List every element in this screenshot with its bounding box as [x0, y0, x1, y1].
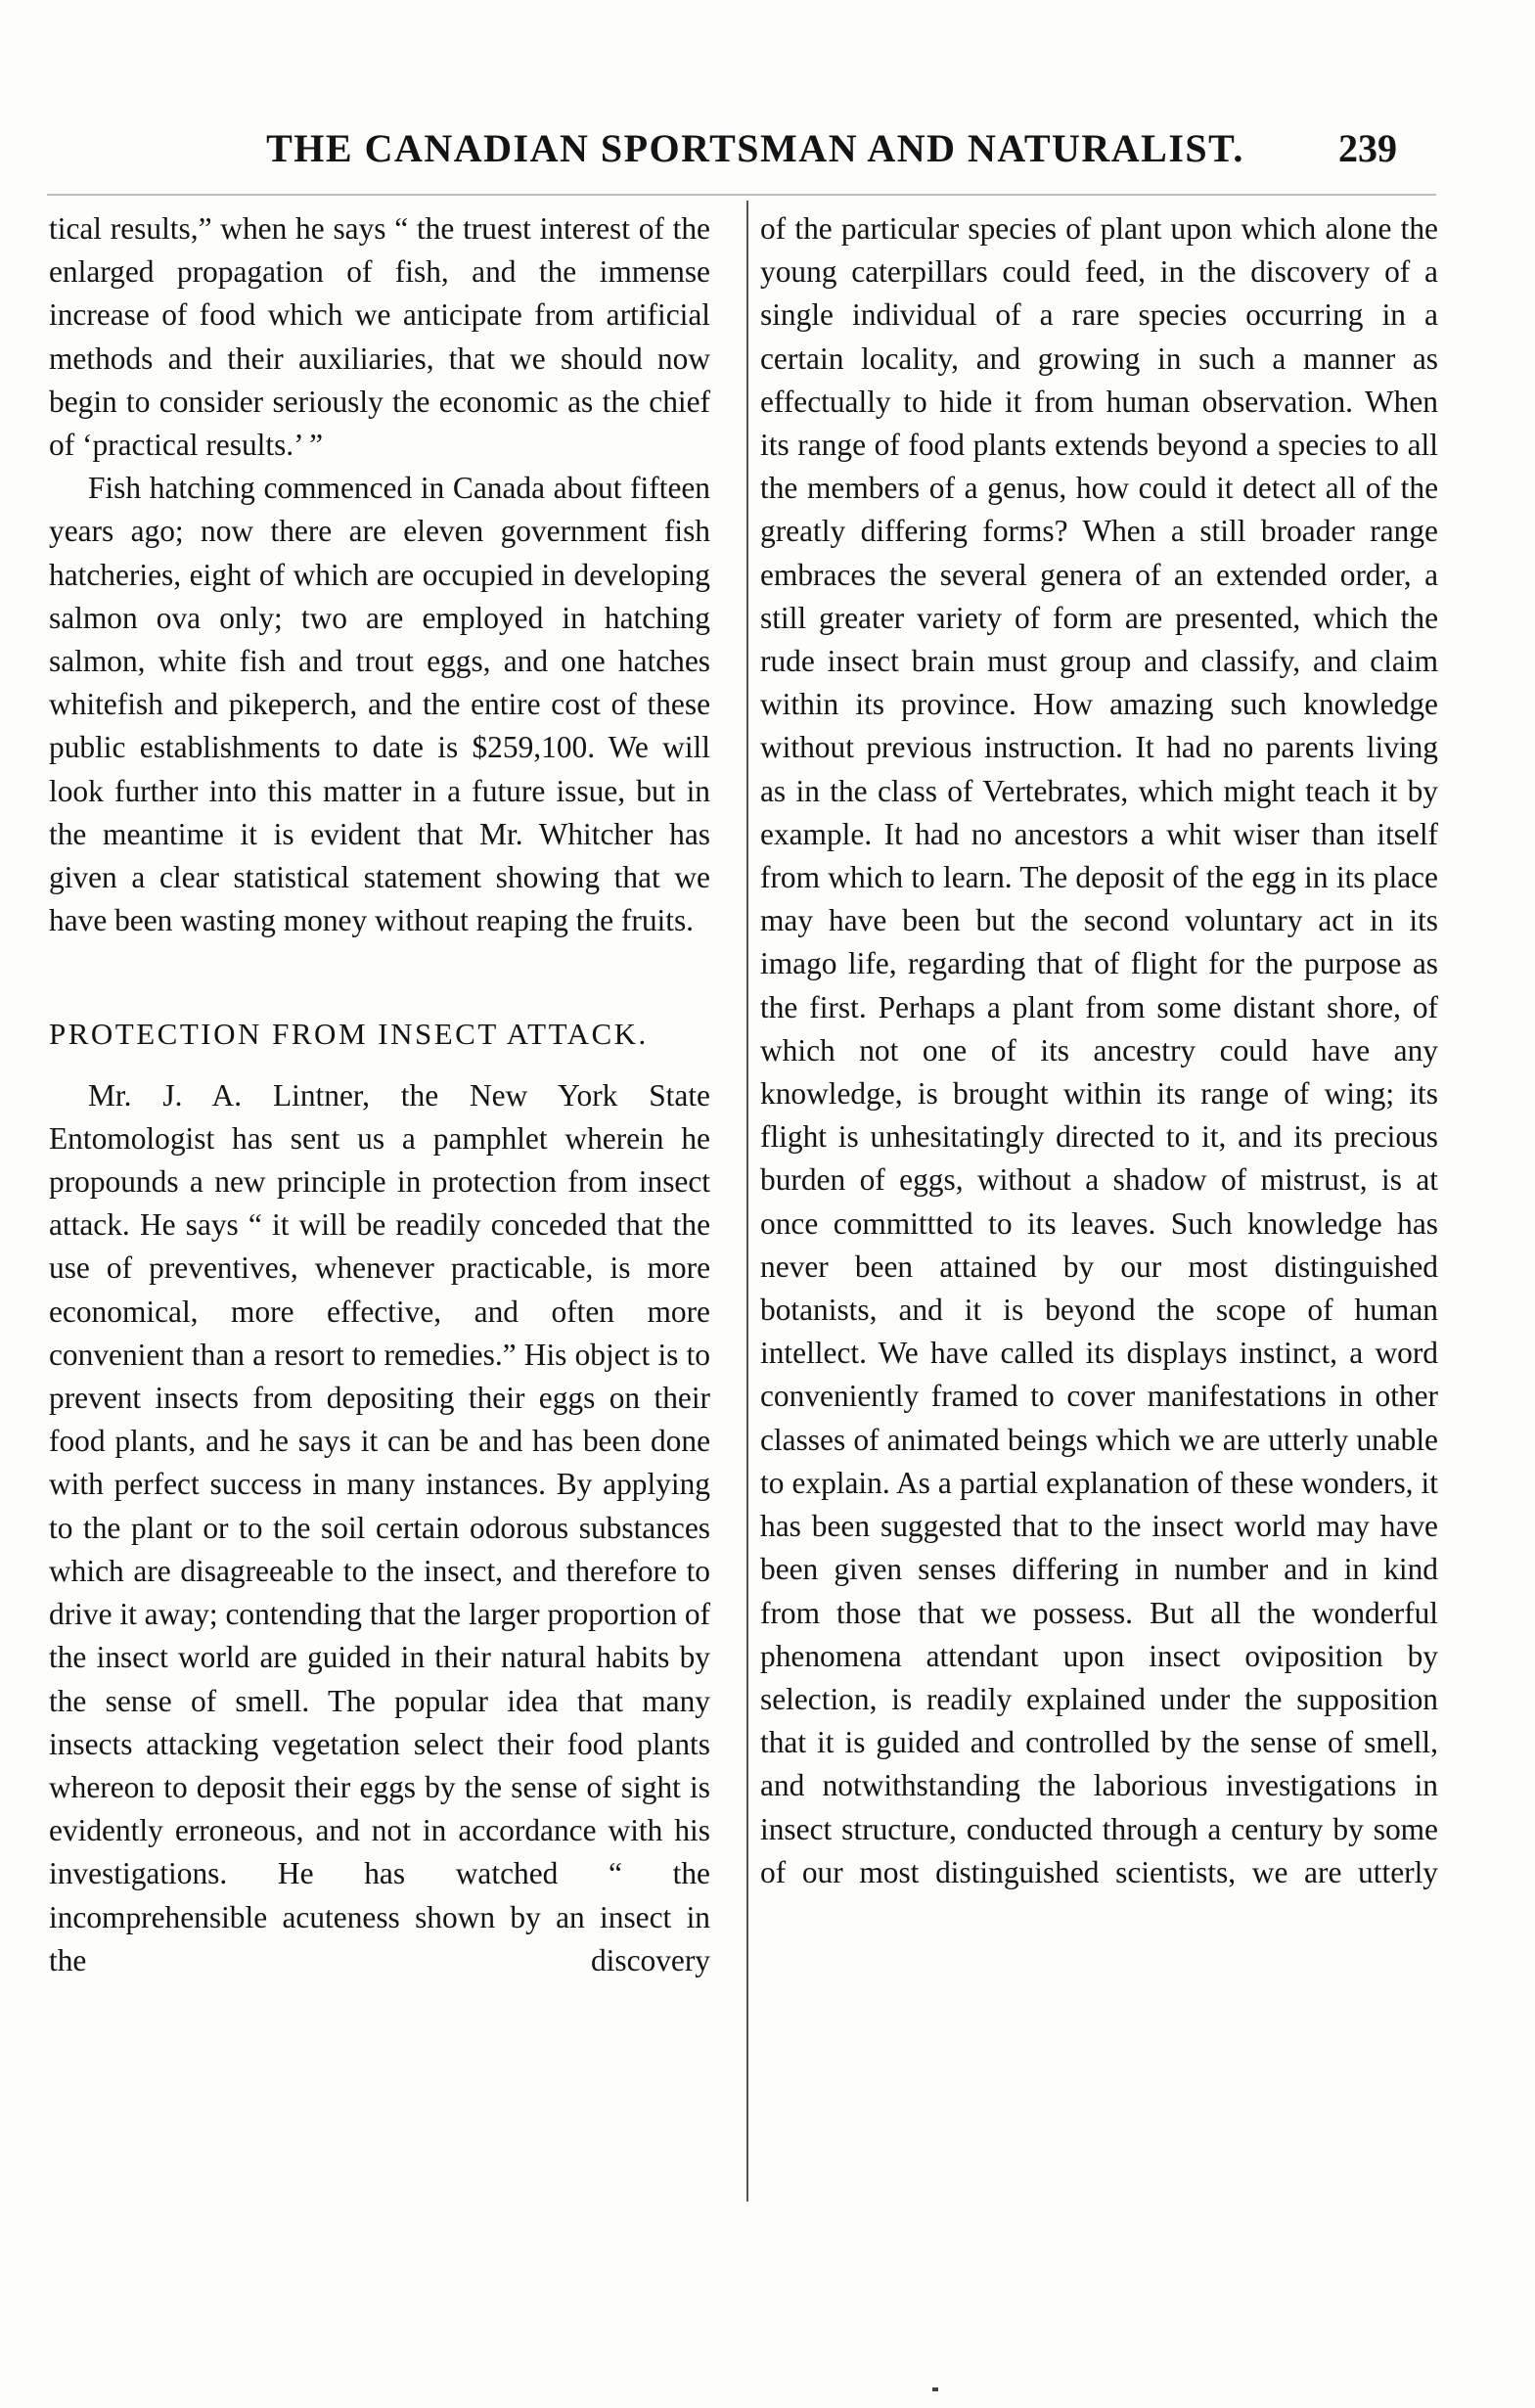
paragraph-continued: tical results,” when he says “ the truest interest of the enlarged propagation of fish, and the immense increase of food which we anticipate from artificial methods and their auxiliaries, that we should now begin to consider seriously the economic as the chief of ‘practical results.’ ” — [49, 211, 710, 463]
paragraph-insect-attack: Mr. J. A. Lintner, the New York State Entomologist has sent us a pamphlet wherein he propounds a new principle in protection from insect attack. He says “ it will be readily conceded that the use of preventives, whenever practicable, is more economical, more effective, and often more convenient than a resort to remedies.” His object is to prevent insects from depositing their eggs on their food plants, and he says it can be and has been done with perfect success in many instances. By applying to the plant or to the soil certain odorous substances which are disagreeable to the insect, and therefore to drive it away; contending that the larger proportion of the insect world are guided in their natural habits by the sense of smell. The popular idea that many insects attacking vegetation select their food plants whereon to deposit their eggs by the sense of sight is evidently erroneous, and not in accordance with his investigations. He has watched “ the incomprehensible acuteness shown by an insect in the discovery — [49, 1077, 710, 1977]
print-mark — [932, 2387, 938, 2391]
header-rule — [47, 194, 1436, 196]
column-divider — [746, 201, 748, 2202]
running-header-title: THE CANADIAN SPORTSMAN AND NATURALIST. — [266, 126, 1244, 170]
section-heading: PROTECTION FROM INSECT ATTACK. — [49, 1017, 649, 1052]
left-column — [49, 207, 710, 1982]
page-number: 239 — [1338, 126, 1397, 170]
paragraph-fish-hatching: Fish hatching commenced in Canada about fifteen years ago; now there are eleven government fish hatcheries, eight of which are occupied in developing salmon ova only; two are employed in hatching salmon, white fish and trout eggs, and one hatches whitefish and pikeperch, and the entire cost of these public establishments to date is $259,100. We will look further into this matter in a future issue, but in the meantime it is evident that Mr. Whitcher has given a clear statistical statement showing that we have been wasting money without reaping the fruits. — [49, 471, 710, 938]
right-column — [760, 207, 1438, 1894]
paragraph-continued-right: of the particular species of plant upon which alone the young caterpillars could feed, in the discovery of a single individual of a rare species occurring in a certain locality, and growing in such a manner as effectually to hide it from human observation. When its range of food plants extends beyond a species to all the members of a genus, how could it detect all of the greatly differing forms? When a still broader range embraces the several genera of an extended order, a still greater variety of form are presented, which the rude insect brain must group and classify, and claim within its province. How amazing such knowledge without previous instruction. It had no parents living as in the class of Vertebrates, which might teach it by example. It had no ancestors a whit wiser than itself from which to learn. The deposit of the egg in its place may have been but the second voluntary act in its imago life, regarding that of flight for the purpose as the first. Perhaps a plant from some distant shore, of which not one of its ancestry could have any knowledge, is brought within its range of wing; its flight is unhesitatingly directed to it, and its precious burden of eggs, without a shadow of mistrust, is at once committted to its leaves. Such knowledge has never been attained by our most distinguished botanists, and it is beyond the scope of human intellect. We have called its displays instinct, a word conveniently framed to cover manifestations in other classes of animated beings which we are utterly unable to explain. As a partial explanation of these wonders, it has been suggested that to the insect world may have been given senses differing in number and in kind from those that we possess. But all the wonderful phenomena attendant upon insect oviposition by selection, is readily explained under the supposition that it is guided and controlled by the sense of smell, and notwithstanding the laborious investigations in insect structure, conducted through a century by some of our most distinguished scientists, we are utterly — [760, 211, 1438, 1889]
